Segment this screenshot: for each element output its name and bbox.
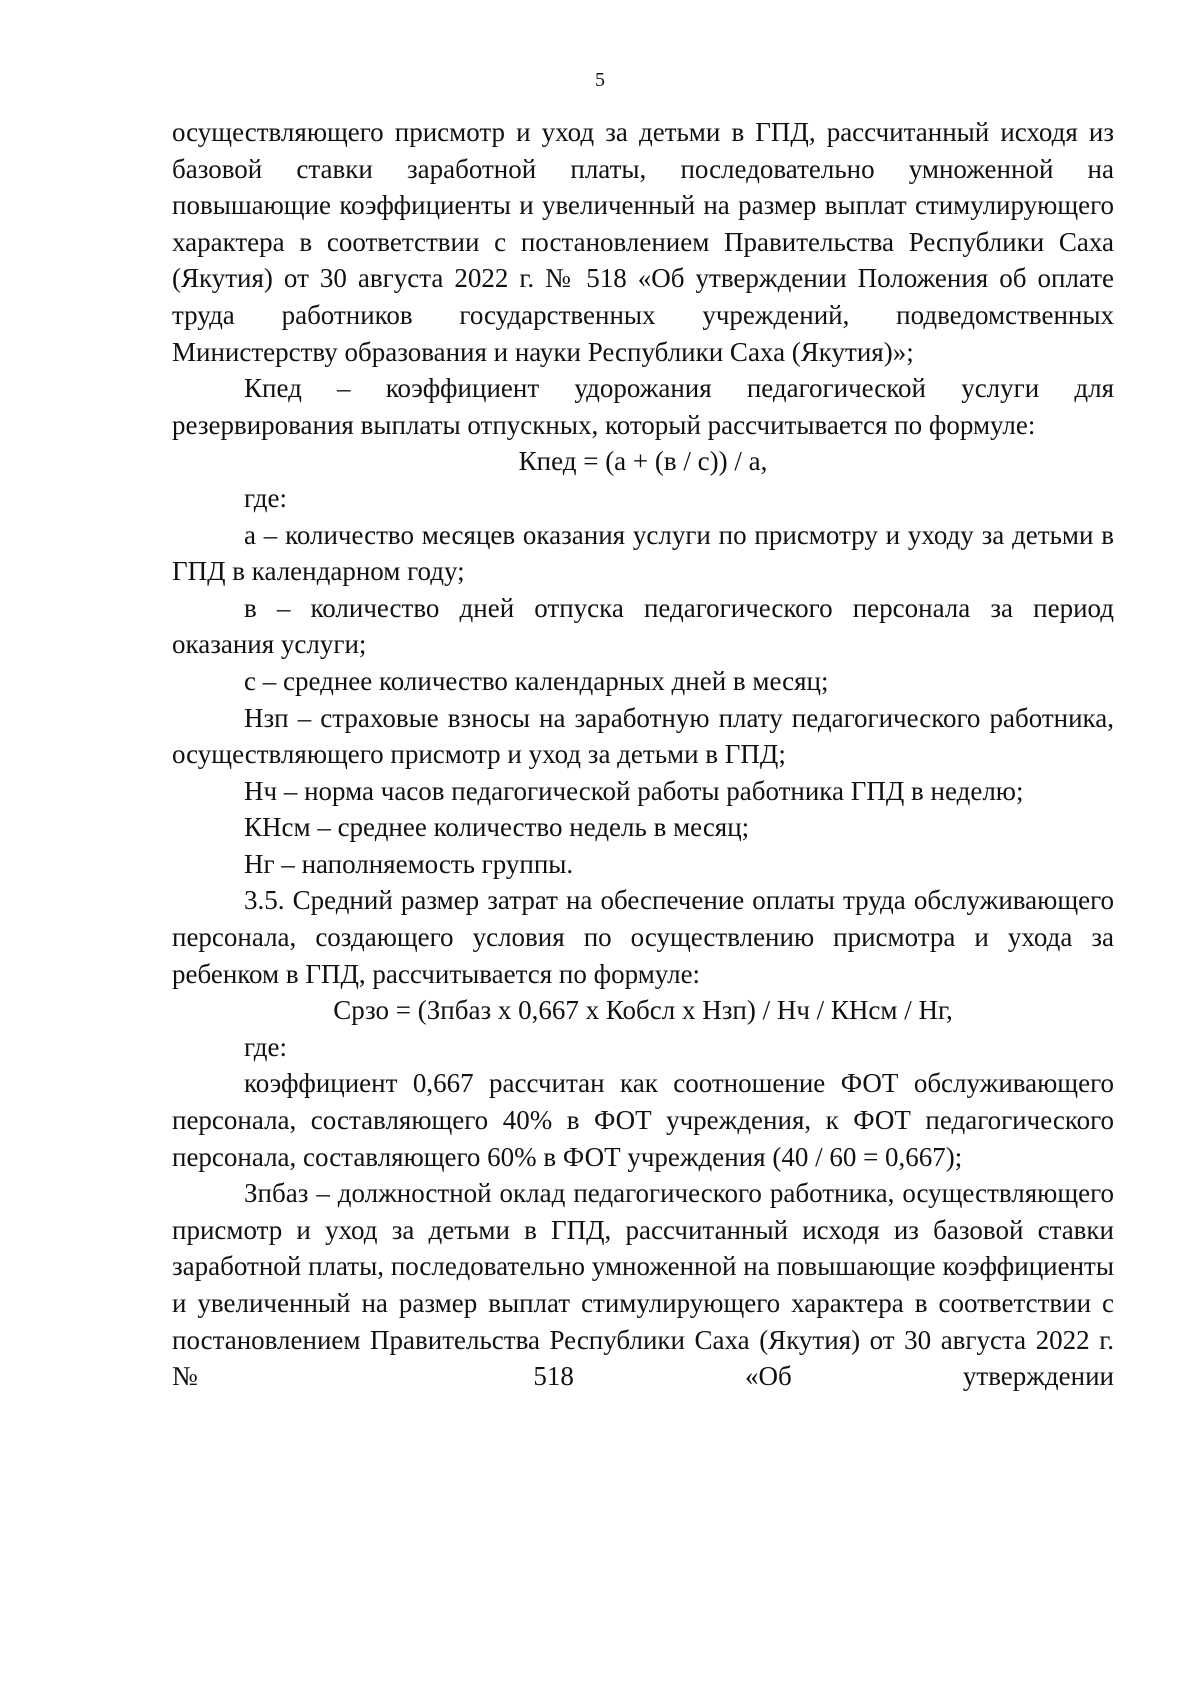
definition-nzp: Нзп – страховые взносы на заработную плату педагогического работника, осуществляющего присмотр и уход за детьми в ГПД;: [172, 702, 1114, 770]
paragraph-continuation: осуществляющего присмотр и уход за детьми в ГПД, рассчитанный исходя из базовой ставки заработной платы, последовательно умноженной на повышающие коэффициенты и увеличенный на размер выплат стимулирующего характера в соответствии с постановлением Правительства Республики Саха (Якутия) от 30 августа 2022 г. № 518 «Об утверждении Положения об оплате труда работников государственных учреждений, подведомственных Министерству образования и науки Республики Саха (Якутия)»;: [172, 117, 1114, 367]
formula-srzo: Срзо = (Зпбаз х 0,667 х Кобсл х Нзп) / Нч / КНсм / Нг,: [333, 995, 953, 1026]
document-body: [172, 114, 1114, 1395]
coefficient-explanation: коэффициент 0,667 рассчитан как соотношение ФОТ обслуживающего персонала, составляющего 40% в ФОТ учреждения, к ФОТ педагогического персонала, составляющего 60% в ФОТ учреждения (40 / 60 = 0,667);: [172, 1068, 1114, 1172]
definition-v: в – количество дней отпуска педагогического персонала за период оказания услуги;: [172, 592, 1114, 660]
definition-a: а – количество месяцев оказания услуги по присмотру и уходу за детьми в ГПД в календарном году;: [172, 519, 1114, 587]
section-3-5: 3.5. Средний размер затрат на обеспечение оплаты труда обслуживающего персонала, создающего условия по осуществлению присмотра и ухода за ребенком в ГПД, рассчитывается по формуле:: [172, 885, 1114, 989]
paragraph-kped-definition: Кпед – коэффициент удорожания педагогической услуги для резервирования выплаты отпускных, который рассчитывается по формуле:: [172, 373, 1114, 440]
definition-nch: Нч – норма часов педагогической работы работника ГПД в неделю;: [244, 775, 1024, 806]
definition-c: с – среднее количество календарных дней в месяц;: [244, 665, 829, 696]
formula-kped: Кпед = (а + (в / с)) / а,: [518, 446, 768, 477]
definition-ng: Нг – наполняемость группы.: [244, 848, 574, 879]
page-number: 5: [595, 69, 605, 91]
where-label-1: где:: [244, 482, 287, 513]
definition-knsm: КНсм – среднее количество недель в месяц;: [244, 812, 750, 843]
where-label-2: где:: [244, 1031, 287, 1062]
definition-zpbaz: Зпбаз – должностной оклад педагогического работника, осуществляющего присмотр и уход за детьми в ГПД, рассчитанный исходя из базовой ставки заработной платы, последовательно умноженной на повышающие коэффициенты и увеличенный на размер выплат стимулирующего характера в соответствии с постановлением Правительства Республики Саха (Якутия) от 30 августа 2022 г. № 518 «Об утверждении: [172, 1178, 1114, 1392]
